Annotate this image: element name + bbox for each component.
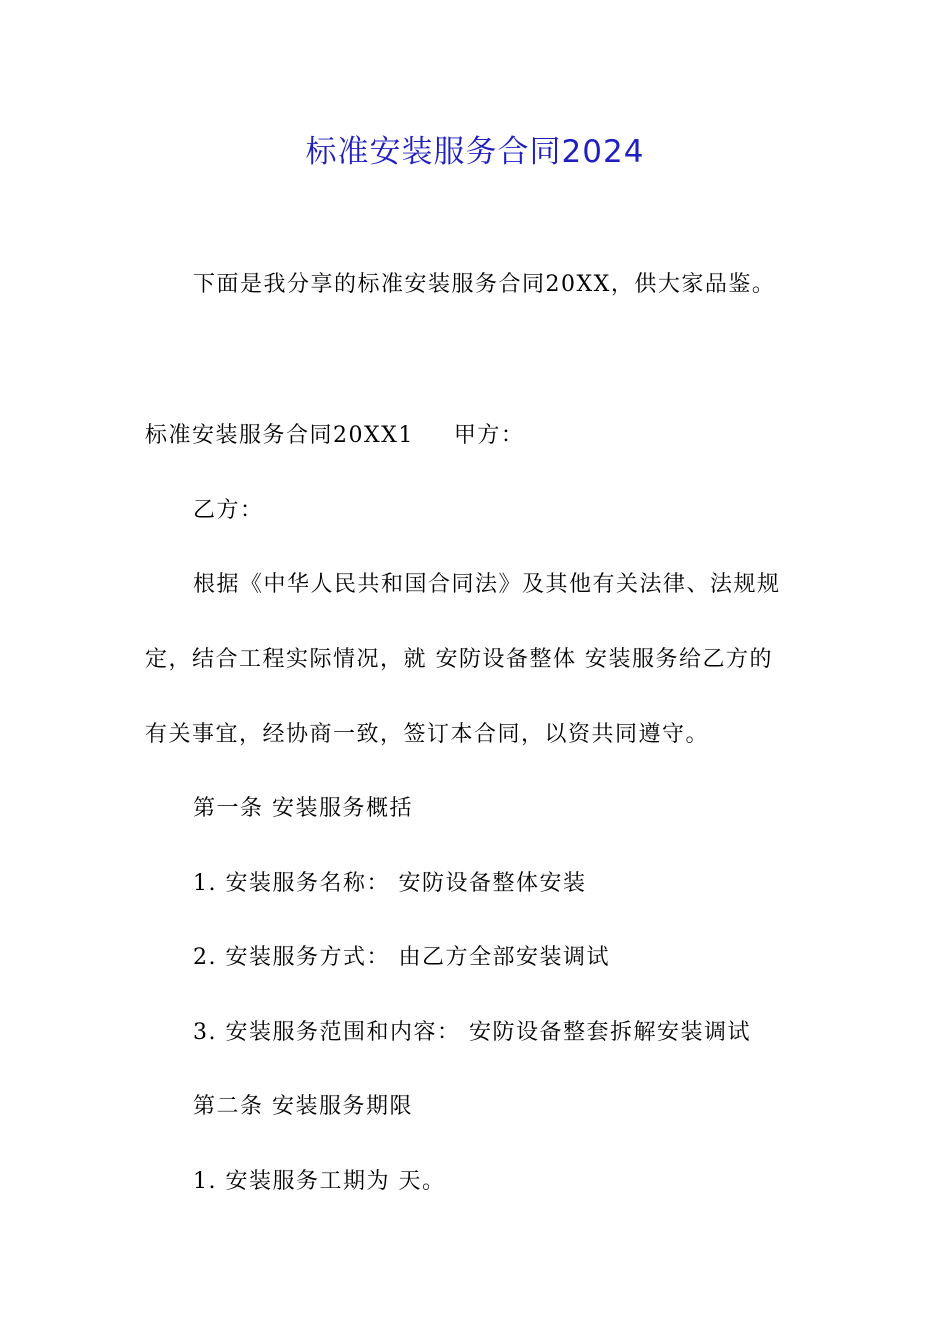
article-1-item-3: 3. 安装服务范围和内容： 安防设备整套拆解安装调试 (193, 1020, 751, 1045)
contract-heading: 标准安装服务合同20XX1 (145, 423, 414, 448)
party-a-label: 甲方： (453, 423, 525, 448)
contract-heading-line (145, 420, 815, 452)
party-b-label: 乙方： (193, 498, 264, 523)
preamble-line-1: 根据《中华人民共和国合同法》及其他有关法律、法规规 (193, 572, 781, 597)
article-1-item-1: 1. 安装服务名称： 安防设备整体安装 (193, 871, 587, 896)
intro-paragraph: 下面是我分享的标准安装服务合同20XX，供大家品鉴。 (193, 272, 776, 297)
article-1-item-2: 2. 安装服务方式： 由乙方全部安装调试 (193, 945, 610, 970)
preamble-line-3: 有关事宜，经协商一致，签订本合同，以资共同遵守。 (145, 722, 710, 747)
article-1-heading: 第一条 安装服务概括 (193, 796, 413, 821)
article-2-heading: 第二条 安装服务期限 (193, 1094, 413, 1119)
article-2-item-1: 1. 安装服务工期为 天。 (193, 1169, 446, 1194)
document-title: 标准安装服务合同2024 (305, 134, 645, 170)
preamble-line-2: 定，结合工程实际情况，就 安防设备整体 安装服务给乙方的 (145, 647, 773, 672)
